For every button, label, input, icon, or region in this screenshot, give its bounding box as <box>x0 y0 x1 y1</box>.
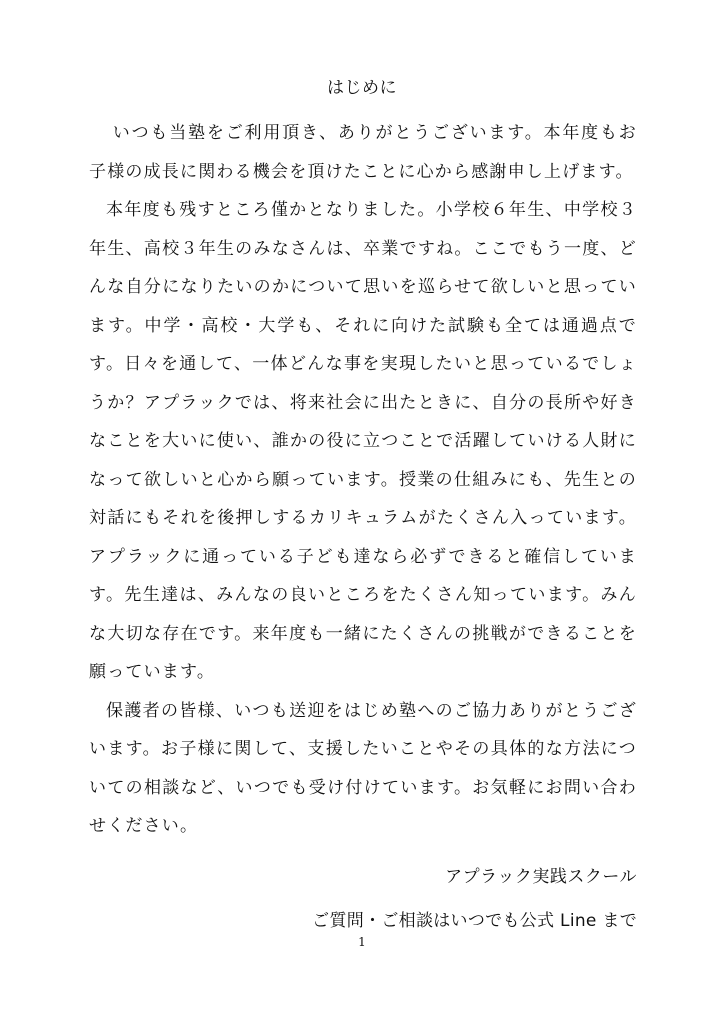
contact-note: ご質問・ご相談はいつでも公式 Line まで <box>312 911 637 931</box>
school-signature: アプラック実践スクール <box>445 867 637 887</box>
paragraph-students: 本年度も残すところ僅かとなりました。小学校６年生、中学校３年生、高校３年生のみなさんは、卒業ですね。ここでもう一度、どんな自分になりたいのかについて思いを巡らせて欲しいと思っています。中学・高校・大学も、それに向けた試験も全ては通過点です。日々を通して、一体どんな事を実現したいと思っているでしょうか？アプラックでは、将来社会に出たときに、自分の長所や好きなことを大いに使い、誰かの役に立つことで活躍していける人財になって欲しいと心から願っています。授業の仕組みにも、先生との対話にもそれを後押しするカリキュラムがたくさん入っています。アプラックに通っている子ども達なら必ずできると確信しています。先生達は、みんなの良いところをたくさん知っています。みんな大切な存在です。来年度も一緒にたくさんの挑戦ができることを願っています。 <box>89 200 637 682</box>
page-number: 1 <box>358 935 366 949</box>
paragraph-parents: 保護者の皆様、いつも送迎をはじめ塾へのご協力ありがとうございます。お子様に関して、支援したいことやその具体的な方法についての相談など、いつでも受け付けています。お気軽にお問い合わせください。 <box>89 700 637 836</box>
paragraph-greeting: いつも当塾をご利用頂き、ありがとうございます。本年度もお子様の成長に関わる機会を頂けたことに心から感謝申し上げます。 <box>89 123 637 182</box>
document-body <box>89 114 637 846</box>
page-title: はじめに <box>327 78 397 98</box>
